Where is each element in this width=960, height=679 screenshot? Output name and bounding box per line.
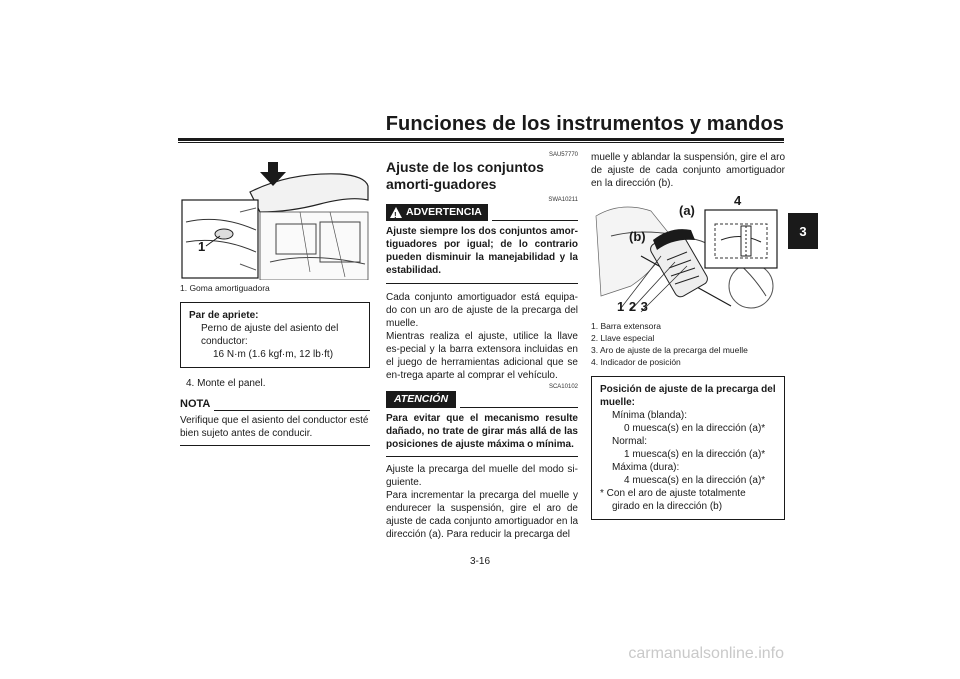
torque-line2: conductor: [201,336,248,347]
right-paragraph: muelle y ablandar la suspensión, gire el aro de ajuste de cada conjunto amortiguador en la dirección (b). [591,152,785,189]
preload-min-label: Mínima (blanda): [612,410,688,421]
paragraph-2: Mientras realiza el ajuste, utilice la llave es-pecial y la barra extensora incluidas en el juego de herramientas adicional que se en-trega aparte al comprar el vehículo. [386,331,578,381]
preload-min-value: 0 muesca(s) en la dirección (a)* [624,423,766,434]
figure-caption: 1. Goma amortiguadora [180,283,270,293]
paragraph-1: Cada conjunto amortiguador está equipa-do con un aro de ajuste de la precarga del muelle. [386,292,578,329]
preload-note-1: * Con el aro de ajuste totalmente [600,488,746,499]
page-header-title: Funciones de los instrumentos y mandos [385,113,784,135]
preload-max-value: 4 muesca(s) en la dirección (a)* [624,475,766,486]
caption-1: 1. Barra extensora [591,321,661,331]
header-rule-thin [178,142,784,143]
warning-triangle-icon: ! [390,207,402,218]
callout-a: (a) [679,203,695,218]
caption-2: 2. Llave especial [591,333,655,343]
torque-title: Par de apriete: [189,310,259,321]
attention-text: Para evitar que el mecanismo resulte dañado, no trate de girar más allá de las posiciones de ajuste máxima o mínima. [386,413,578,450]
paragraph-3: Ajuste la precarga del muelle del modo si-guiente. [386,464,578,488]
left-column [180,152,370,446]
attention-end-rule [386,456,578,457]
caption-4: 4. Indicador de posición [591,357,681,367]
preload-normal-label: Normal: [612,436,648,447]
section-heading: Ajuste de los conjuntos amorti-guadores [386,159,544,192]
seat-illustration [180,152,370,280]
preload-box [591,376,785,520]
warning-line [492,220,578,221]
attention-header [386,391,578,408]
preload-title: Posición de ajuste de la precarga del muelle: [600,384,776,408]
nota-end-rule [180,445,370,446]
seat-figure [180,152,370,280]
step-4: 4. Monte el panel. [186,378,266,389]
warning-code: SWA10211 [548,197,578,203]
nota-header [180,398,370,411]
page-number: 3-16 [469,556,490,567]
warning-text: Ajuste siempre los dos conjuntos amor-tiguadores por igual; de lo contrario pueden disminuir la manejabilidad y la estabilidad. [386,226,578,276]
nota-line [214,404,370,411]
warning-header [386,204,578,221]
preload-note-2: girado en la dirección (b) [612,501,723,512]
caption-3: 3. Aro de ajuste de la precarga del muelle [591,345,748,355]
right-column [591,151,785,520]
warning-end-rule [386,283,578,284]
nota-text: Verifique que el asiento del conductor esté bien sujeto antes de conducir. [180,415,369,439]
callout-123: 1 2 3 [617,299,648,314]
callout-b: (b) [629,229,646,244]
torque-line1: Perno de ajuste del asiento del [201,323,339,334]
warning-badge [386,204,488,221]
torque-box [180,302,370,368]
attention-line [460,407,578,408]
shock-captions [591,320,785,368]
callout-4: 4 [734,193,742,208]
preload-normal-value: 1 muesca(s) en la dirección (a)* [624,449,766,460]
section-code: SAU57770 [548,152,578,158]
preload-max-label: Máxima (dura): [612,462,680,473]
shock-figure [591,193,785,316]
watermark: carmanualsonline.info [628,645,784,662]
warning-label: ADVERTENCIA [406,206,482,218]
header-rule [178,138,784,141]
attention-badge: ATENCIÓN [386,391,456,408]
torque-line3: 16 N·m (1.6 kgf·m, 12 lb·ft) [213,349,334,360]
chapter-tab: 3 [788,213,818,249]
middle-column [386,151,578,541]
figure-callout-1: 1 [198,239,206,254]
nota-label: NOTA [180,398,211,410]
paragraph-4: Para incrementar la precarga del muelle y endurecer la suspensión, gire el aro de ajuste de cada conjunto amortiguador en la dirección (a). Para reducir la precarga del [386,490,578,540]
attention-code: SCA10102 [548,384,578,390]
